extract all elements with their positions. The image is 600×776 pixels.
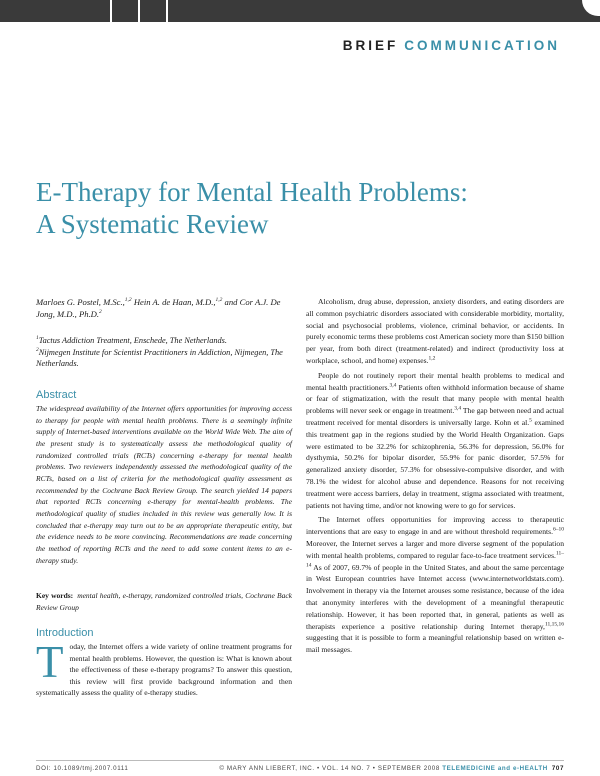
section-label: [343, 38, 560, 53]
paragraph: [306, 514, 564, 656]
citation: 5: [529, 417, 532, 424]
keywords-text: mental health, e-therapy, randomized controlled trials, Cochrane Back Review Group: [36, 591, 292, 612]
paragraph-text: Alcoholism, drug abuse, depression, anxiety disorders, and eating disorders are all common psychiatric disorders associated with considerable morbidity, mortality, social and psychosocial problems, violence, criminal behavior, or accidents. In purely economic terms these problems cost American society more than $150 billion per year, from both direct (treatment-related) and indirect (productivity loss at workplace, school, and home) expenses.: [306, 297, 564, 365]
author-3: and Cor A.J. De Jong, M.D., Ph.D.: [36, 297, 281, 319]
right-column: [306, 296, 564, 659]
section-label-word2: COMMUNICATION: [404, 38, 560, 53]
author-1: Marloes G. Postel, M.Sc.,: [36, 297, 125, 307]
footer-publisher-info: [219, 765, 564, 772]
abstract-heading: Abstract: [36, 389, 77, 401]
author-list: [36, 297, 291, 320]
citation: 3,4: [454, 405, 462, 412]
article-title: [36, 176, 556, 240]
section-label-word1: BRIEF: [342, 38, 399, 53]
paragraph-text: examined this treatment gap in the regions studied by the World Health Organization. Gaps were estimated to be 32.2% for schizophrenia, 56.3% for depression, 56.0% for dysthymia, 50.2% for bipolar disorder, 55.9% for panic disorder, 57.5% for generalized anxiety disorder, 57.3% for obsessive-compulsive disorder, and with 78.1% the widest for alcohol abuse and dependence. Reasons for not receiving treatment were access barriers, delay in treatment, stigma associated with treatment, patients not having time, and/or not knowing were to go for services.: [306, 417, 564, 510]
paragraph-text: Moreover, the Internet serves a larger and more diverse segment of the population with mental health problems, compared to regular face-to-face treatment services.: [306, 538, 564, 560]
affiliation-1: [36, 335, 291, 346]
author-1-affil: 1,2: [124, 297, 132, 304]
footer-rule: [36, 760, 564, 761]
author-3-affil: 2: [99, 308, 102, 315]
footer-journal: TELEMEDICINE and e-HEALTH: [442, 765, 548, 772]
header-bar: [0, 0, 600, 22]
header-bar-segment: [0, 0, 110, 22]
article-title-line2: A Systematic Review: [36, 209, 269, 239]
article-title-line1: E-Therapy for Mental Health Problems:: [36, 177, 468, 207]
abstract-body: The widespread availability of the Internet offers opportunities for improving access to therapy for people with mental health problems. There is a seemingly infinite supply of Internet-based interventions available on the World Wide Web. The aim of the present study is to systematically assess the methodological quality of randomized controlled trials (RCTs) concerning e-therapy for mental health problems. Two reviewers independently assessed the methodological quality of the RCTs, based on a list of criteria for the methodological quality assessment as recommended by the Cochrane Back Review Group. The search yielded 14 papers that reported RCTs concerning e-therapy for mental-health problems. The methodological quality of studies included in this review was generally low. It is concluded that e-therapy may turn out to be an appropriate therapeutic entity, but the evidence needs to be more convincing. Recommendations are made concerning the method of reporting RCTs and the need to add some content items to an e-therapy study.: [36, 404, 292, 565]
affiliation-2-marker: 2: [36, 347, 39, 354]
citation: 11,15,16: [544, 620, 564, 627]
affiliation-1-text: Tactus Addiction Treatment, Enschede, The Netherlands.: [38, 336, 227, 345]
author-2: Hein A. de Haan, M.D.,: [131, 297, 216, 307]
paragraph-text: The Internet offers opportunities for improving access to therapeutic interventions that are easy to engage in and are without threshold requirements.: [306, 515, 564, 537]
keywords: [36, 590, 292, 613]
paragraph-text: People do not routinely report their mental health problems to medical and mental health practitioners.: [306, 370, 564, 392]
introduction-body: [36, 637, 292, 699]
footer-doi: DOI: 10.1089/tmj.2007.0111: [36, 765, 129, 772]
introduction-text: oday, the Internet offers a wide variety of online treatment programs for mental health problems. However, the question is: What is known about the effectiveness of these e-therapy programs? To answer this question, this review will first provide background information and then systematically assess the quality of e-therapy studies.: [36, 642, 292, 698]
citation: 3,4: [389, 382, 397, 389]
drop-cap: T: [36, 637, 64, 687]
author-2-affil: 1,2: [215, 297, 223, 304]
footer-page-number: 707: [551, 765, 564, 772]
footer-publisher: © MARY ANN LIEBERT, INC. • VOL. 14 NO. 7 • SEPTEMBER 2008: [219, 765, 440, 772]
citation: 6–10: [553, 526, 564, 533]
paragraph-text: As of 2007, 69.7% of people in the United States, and about the same percentage in West European countries have Internet access (www.internetworldstats.com). Involvement in therapy via the Internet arouses some resistance, because of the idea that anonymity interferes with the development of a meaningful therapeutic relationship. However, it has been reported that, in general, patients as well as therapists experience a positive relationship during Internet therapy,: [306, 562, 564, 631]
paragraph: [306, 296, 564, 367]
affiliations: [36, 335, 291, 371]
header-bar-segment: [112, 0, 138, 22]
affiliation-2: [36, 347, 291, 369]
affiliation-2-text: Nijmegen Institute for Scientist Practitioners in Addiction, Nijmegen, The Netherlands.: [36, 348, 283, 369]
paragraph: [306, 370, 564, 512]
footer: [36, 765, 564, 772]
citation: 1,2: [428, 355, 436, 362]
introduction-heading: Introduction: [36, 627, 94, 639]
paragraph-text: The gap between need and actual treatment received for mental disorders is universally large. Kohn et al.: [306, 406, 565, 427]
header-bar-segment: [140, 0, 166, 22]
affiliation-1-marker: 1: [36, 335, 39, 342]
citation: 11–14: [306, 550, 564, 568]
header-bar-segment: [168, 0, 600, 22]
paragraph-text: Patients often withhold information because of shame or fear of stigmatization, with the result that many people with mental health problems will never seek or engage in treatment.: [306, 382, 564, 416]
keywords-label: Key words:: [36, 591, 74, 600]
paragraph-text: suggesting that it is possible to form a meaningful relationship based on written e-mail messages.: [306, 633, 564, 655]
